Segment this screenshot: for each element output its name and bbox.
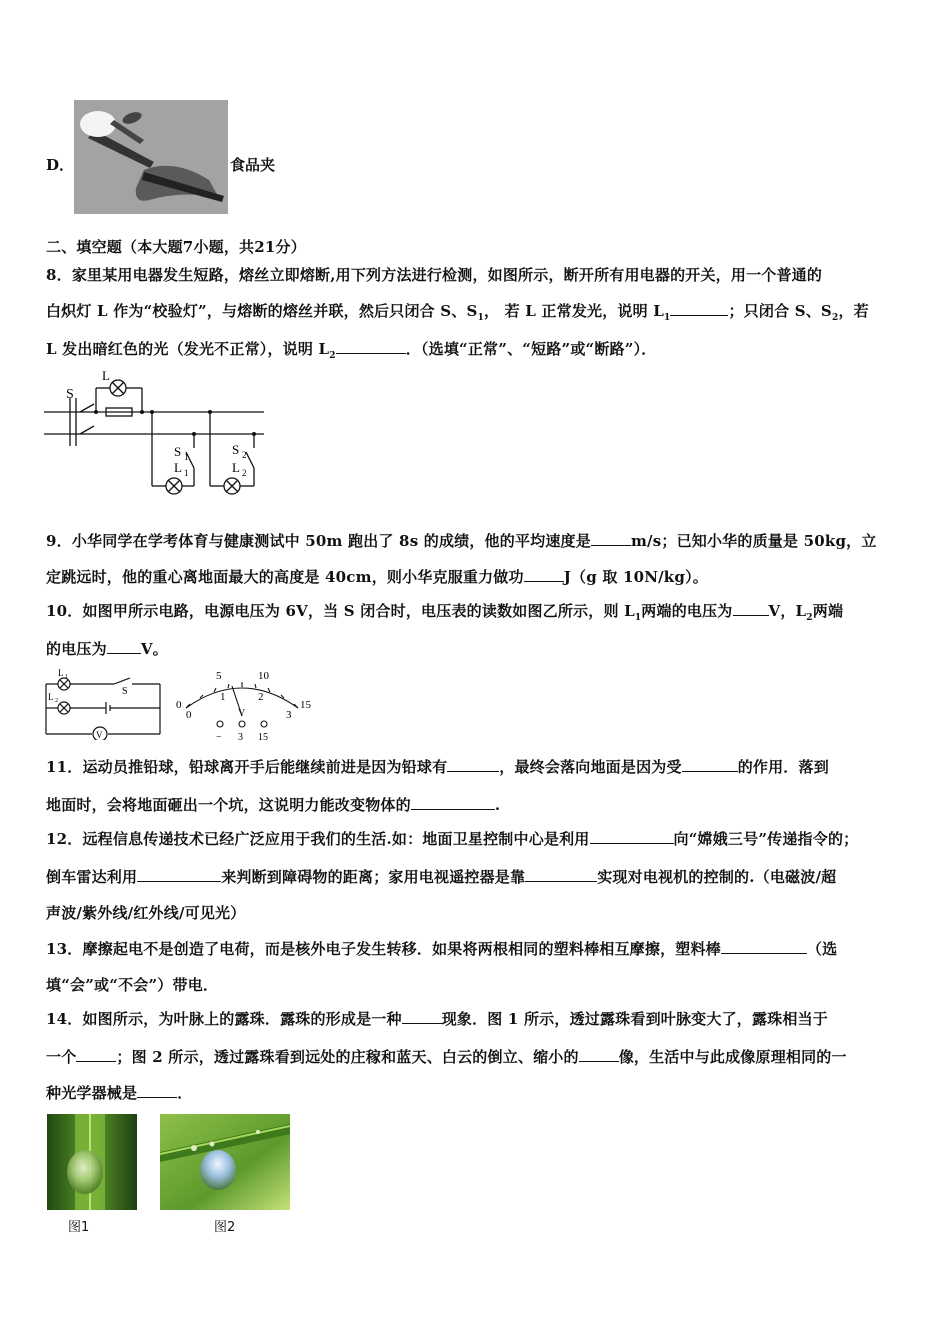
q11-blank-2[interactable]	[682, 757, 738, 772]
q11-blank-1[interactable]	[447, 757, 499, 772]
q12-line-2: 倒车雷达利用 来判断到障碍物的距离；家用电视遥控器是靠 实现对电视机的控制的.（电磁波/超	[46, 868, 837, 886]
food-tongs-image	[74, 100, 228, 214]
circuit-voltmeter-label: V	[96, 730, 103, 740]
diagram-label-l2: L	[232, 460, 240, 475]
svg-text:5: 5	[216, 670, 222, 682]
q8-line-3: L 发出暗红色的光（发光不正常），说明 $L_2$ ．（选填“正常”、“短路”或“断路”）．	[46, 340, 657, 361]
q14-line-3: 种光学器械是 ．	[46, 1084, 193, 1102]
q14-line-2: 一个 ；图 2 所示，透过露珠看到远处的庄稼和蓝天、白云的倒立、缩小的 像，生活中与此成像原理相同的一	[46, 1048, 847, 1066]
svg-text:V: V	[238, 708, 246, 719]
circuit-label-l2: L	[48, 692, 54, 702]
q12-blank-3[interactable]	[525, 867, 597, 882]
svg-text:−: −	[216, 732, 222, 743]
q13-blank-1[interactable]	[721, 939, 807, 954]
q14-blank-3[interactable]	[579, 1047, 619, 1062]
q8-circuit-diagram	[44, 368, 274, 500]
dew-figure-1-image	[47, 1114, 137, 1210]
circuit-label-s: S	[122, 686, 128, 697]
q8-blank-2[interactable]	[336, 339, 406, 354]
q9-line-2: 定跳远时，他的重心离地面最大的高度是 40cm，则小华克服重力做功 J（g 取 10N/kg）。	[46, 568, 708, 586]
q11-line-2: 地面时，会将地面砸出一个坑，这说明力能改变物体的 .	[46, 796, 501, 814]
diagram-label-s: S	[66, 387, 74, 402]
q10-voltmeter-dial	[172, 668, 322, 744]
circuit-label-l1: L	[58, 668, 64, 678]
q10-circuit-diagram	[44, 668, 164, 740]
q9-line-1: 9．小华同学在学考体育与健康测试中 50m 跑出了 8s 的成绩，他的平均速度是 m/s；已知小华的质量是 50kg，立	[46, 532, 877, 550]
diagram-label-l: L	[102, 368, 110, 383]
dew-figure-2-image	[160, 1114, 290, 1210]
q11-blank-3[interactable]	[411, 795, 495, 810]
q10-blank-1[interactable]	[733, 601, 769, 616]
q14-blank-2[interactable]	[76, 1047, 116, 1062]
q10-blank-2[interactable]	[107, 639, 141, 654]
section-title: 二、填空题（本大题7小题，共21分）	[46, 238, 306, 256]
svg-text:2: 2	[55, 698, 58, 704]
q12-blank-2[interactable]	[137, 867, 221, 882]
svg-text:0: 0	[176, 699, 182, 711]
q9-blank-1[interactable]	[591, 531, 631, 546]
q10-line-1: 10．如图甲所示电路，电源电压为 6V，当 S 闭合时，电压表的读数如图乙所示，则 $L_1$两端的电压为 V，$L_2$两端	[46, 602, 844, 623]
option-d-label: D．	[46, 156, 75, 174]
figure-1-caption: 图1	[68, 1220, 90, 1235]
q8-line-2: 白炽灯 L 作为“校验灯”，与熔断的熔丝并联，然后只闭合 S、$S_1$， 若 L 正常发光，说明 $L_1$ ；只闭合 S、$S_2$，若	[46, 302, 869, 323]
svg-text:1: 1	[184, 468, 189, 478]
svg-text:1: 1	[65, 674, 68, 680]
q12-line-3: 声波/紫外线/红外线/可见光）	[46, 904, 246, 922]
svg-text:15: 15	[258, 732, 268, 743]
q11-line-1: 11．运动员推铅球，铅球离开手后能继续前进是因为铅球有 ，最终会落向地面是因为受 的作用．落到	[46, 758, 829, 776]
option-d-caption: 食品夹	[230, 156, 276, 174]
q14-blank-1[interactable]	[402, 1009, 442, 1024]
svg-text:2: 2	[242, 450, 247, 460]
q12-blank-1[interactable]	[590, 829, 674, 844]
q13-line-1: 13．摩擦起电不是创造了电荷，而是核外电子发生转移．如果将两根相同的塑料棒相互摩擦，塑料棒 （选	[46, 940, 838, 958]
svg-text:2: 2	[258, 691, 264, 703]
svg-text:2: 2	[242, 468, 247, 478]
svg-text:3: 3	[238, 732, 243, 743]
svg-text:1: 1	[184, 452, 189, 462]
q12-line-1: 12．远程信息传递技术已经广泛应用于我们的生活.如：地面卫星控制中心是利用 向“嫦娥三号”传递指令的；	[46, 830, 859, 848]
q8-blank-1[interactable]	[670, 301, 728, 316]
q9-blank-2[interactable]	[524, 567, 564, 582]
diagram-label-l1: L	[174, 460, 182, 475]
q10-line-2: 的电压为 V。	[46, 640, 168, 658]
svg-text:10: 10	[258, 670, 269, 682]
figure-2-caption: 图2	[214, 1220, 236, 1235]
q8-line-1: 8．家里某用电器发生短路，熔丝立即熔断,用下列方法进行检测，如图所示，断开所有用电器的开关，用一个普通的	[46, 266, 823, 284]
diagram-label-s1: S	[174, 444, 182, 459]
svg-text:1: 1	[220, 691, 226, 703]
diagram-label-s2: S	[232, 442, 240, 457]
svg-text:0: 0	[186, 709, 192, 721]
q14-line-1: 14．如图所示，为叶脉上的露珠．露珠的形成是一种 现象．图 1 所示，透过露珠看到叶脉变大了，露珠相当于	[46, 1010, 828, 1028]
svg-text:3: 3	[286, 709, 292, 721]
q13-line-2: 填“会”或“不会”）带电．	[46, 976, 219, 994]
q14-blank-4[interactable]	[137, 1083, 177, 1098]
svg-text:15: 15	[300, 699, 311, 711]
